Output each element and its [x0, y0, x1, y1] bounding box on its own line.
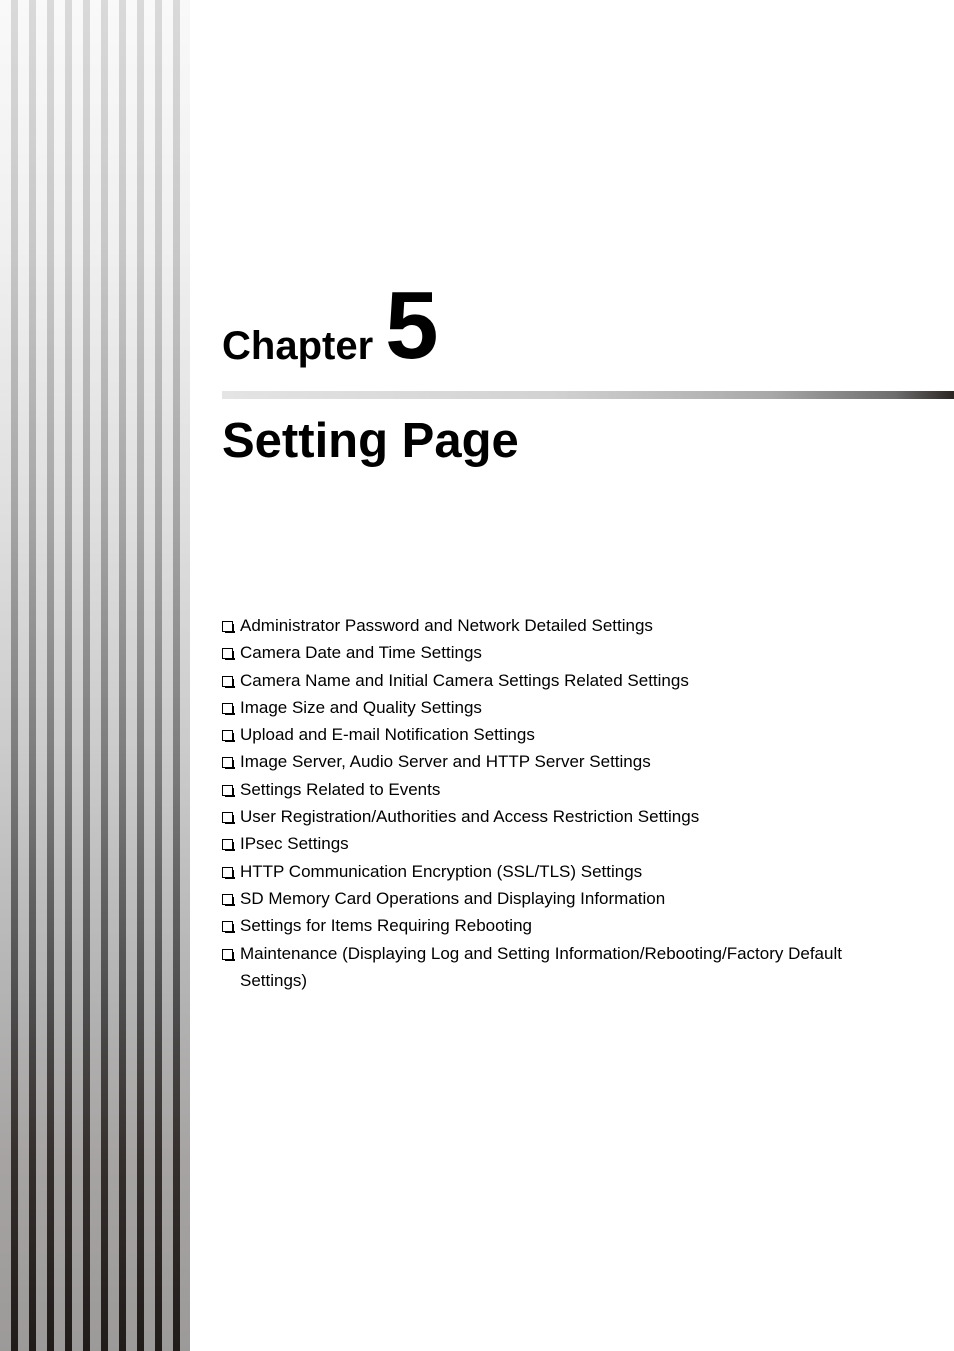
checkbox-square-icon — [222, 867, 233, 878]
checkbox-square-icon — [222, 921, 233, 932]
page-title: Setting Page — [222, 414, 519, 468]
topic-text: Settings for Items Requiring Rebooting — [240, 916, 532, 936]
topic-text: Upload and E-mail Notification Settings — [240, 725, 535, 745]
checkbox-square-icon — [222, 648, 233, 659]
topic-text: Maintenance (Displaying Log and Setting Information/Rebooting/Factory Default Settings) — [240, 943, 842, 990]
topic-item — [222, 940, 862, 995]
title-divider — [222, 391, 954, 399]
topic-text: SD Memory Card Operations and Displaying Information — [240, 888, 666, 908]
decorative-stripe-band — [0, 0, 190, 1351]
topic-item — [222, 667, 862, 694]
checkbox-square-icon — [222, 812, 233, 823]
checkbox-square-icon — [222, 730, 233, 741]
chapter-label: Chapter — [222, 324, 374, 368]
topic-text: User Registration/Authorities and Access Restriction Settings — [240, 807, 700, 827]
topic-text: Image Size and Quality Settings — [240, 697, 482, 717]
topic-item — [222, 721, 862, 748]
checkbox-square-icon — [222, 621, 233, 632]
topic-text: Settings Related to Events — [240, 779, 441, 799]
checkbox-square-icon — [222, 676, 233, 687]
topic-item — [222, 885, 862, 912]
topic-item — [222, 694, 862, 721]
topic-text: Image Server, Audio Server and HTTP Server Settings — [240, 752, 651, 772]
checkbox-square-icon — [222, 785, 233, 796]
topic-item — [222, 803, 862, 830]
topic-item — [222, 776, 862, 803]
topic-item — [222, 612, 862, 639]
topic-item — [222, 830, 862, 857]
chapter-number: 5 — [385, 272, 439, 379]
checkbox-square-icon — [222, 839, 233, 850]
topic-text: Camera Date and Time Settings — [240, 643, 482, 663]
topic-text: Camera Name and Initial Camera Settings Related Settings — [240, 670, 689, 690]
topic-text: HTTP Communication Encryption (SSL/TLS) Settings — [240, 861, 643, 881]
topic-list — [222, 612, 862, 994]
topic-item — [222, 748, 862, 775]
checkbox-square-icon — [222, 949, 233, 960]
topic-item — [222, 858, 862, 885]
checkbox-square-icon — [222, 757, 233, 768]
topic-item — [222, 912, 862, 939]
chapter-heading — [222, 272, 439, 379]
topic-text: Administrator Password and Network Detailed Settings — [240, 616, 653, 635]
checkbox-square-icon — [222, 894, 233, 905]
topic-text: IPsec Settings — [240, 834, 349, 854]
topic-item — [222, 639, 862, 666]
checkbox-square-icon — [222, 703, 233, 714]
